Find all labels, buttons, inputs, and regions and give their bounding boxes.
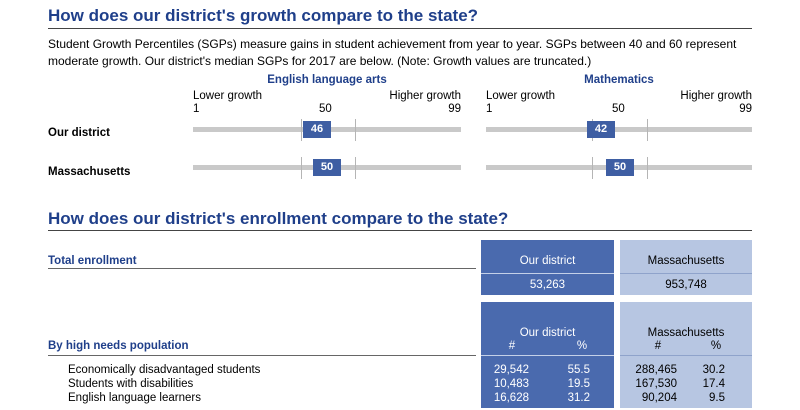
growth-row-label-state: Massachusetts (48, 166, 131, 178)
math-scale-max: 99 (739, 103, 752, 115)
ela-district-sgp-badge: 46 (303, 121, 331, 138)
math-state-sgp-badge: 50 (606, 159, 634, 176)
row-state-pct: 17.4 (702, 378, 725, 390)
ela-district-tick-60 (355, 119, 356, 141)
ela-growth-panel (193, 74, 461, 194)
enrollment-section-title: How does our district's enrollment compare to the state? (48, 209, 509, 228)
row-district-count: 16,628 (493, 392, 529, 404)
table-row (0, 363, 800, 377)
highneeds-state-header: Massachusetts (647, 327, 725, 339)
math-district-track (486, 127, 752, 132)
ela-district-tick-40 (301, 119, 302, 141)
growth-section-title: How does our district's growth compare to the state? (48, 6, 479, 25)
math-scale-mid: 50 (612, 103, 625, 115)
ela-higher-growth-label: Higher growth (389, 90, 461, 102)
ela-subject-title: English language arts (267, 74, 387, 86)
row-label-econ-disadvantaged: Economically disadvantaged students (68, 364, 261, 376)
high-needs-rule (48, 355, 476, 356)
highneeds-district-pct-header: % (576, 340, 588, 352)
math-growth-panel (486, 74, 752, 194)
table-row (0, 377, 800, 391)
growth-intro-text: Student Growth Percentiles (SGPs) measure gains in student achievement from year to year. SGPs between 40 and 60 represent moderate growth. Our district's median SGPs for 2017 are below. (Note: Growth values are truncated.) (48, 37, 737, 68)
math-subject-title: Mathematics (584, 74, 654, 86)
highneeds-district-count-header: # (508, 340, 516, 352)
high-needs-label: By high needs population (48, 340, 189, 352)
table-row (0, 391, 800, 405)
row-state-count: 90,204 (641, 392, 677, 404)
math-higher-growth-label: Higher growth (680, 90, 752, 102)
total-state-header: Massachusetts (647, 255, 725, 267)
enrollment-title-rule (48, 230, 752, 231)
total-state-value: 953,748 (665, 279, 707, 291)
highneeds-state-divider (620, 355, 752, 356)
row-district-pct: 55.5 (567, 364, 590, 376)
row-district-count: 10,483 (493, 378, 529, 390)
total-enrollment-label: Total enrollment (48, 255, 137, 267)
growth-row-label-district: Our district (48, 127, 110, 139)
highneeds-district-divider (481, 355, 614, 356)
ela-scale-mid: 50 (319, 103, 332, 115)
highneeds-state-pct-header: % (710, 340, 722, 352)
ela-state-sgp-badge: 50 (313, 159, 341, 176)
row-state-pct: 9.5 (709, 392, 725, 404)
total-enrollment-rule (48, 268, 476, 269)
row-state-count: 167,530 (635, 378, 677, 390)
row-district-pct: 31.2 (567, 392, 590, 404)
total-state-divider (620, 273, 752, 274)
total-district-divider (481, 273, 614, 274)
ela-lower-growth-label: Lower growth (193, 90, 263, 102)
math-state-tick-40 (592, 157, 593, 179)
row-state-pct: 30.2 (702, 364, 725, 376)
math-scale-min: 1 (486, 103, 493, 115)
row-state-count: 288,465 (635, 364, 677, 376)
row-label-ell: English language learners (68, 392, 201, 404)
math-lower-growth-label: Lower growth (486, 90, 556, 102)
total-district-header: Our district (519, 255, 576, 267)
row-district-pct: 19.5 (567, 378, 590, 390)
total-district-value: 53,263 (529, 279, 566, 291)
ela-state-tick-60 (355, 157, 356, 179)
math-district-tick-60 (647, 119, 648, 141)
math-district-sgp-badge: 42 (587, 121, 615, 138)
math-state-tick-60 (647, 157, 648, 179)
row-label-disabilities: Students with disabilities (68, 378, 194, 390)
ela-scale-max: 99 (448, 103, 461, 115)
ela-state-tick-40 (301, 157, 302, 179)
row-district-count: 29,542 (493, 364, 529, 376)
ela-scale-min: 1 (193, 103, 200, 115)
highneeds-state-count-header: # (654, 340, 662, 352)
highneeds-district-header: Our district (519, 327, 576, 339)
growth-title-rule (48, 28, 752, 29)
